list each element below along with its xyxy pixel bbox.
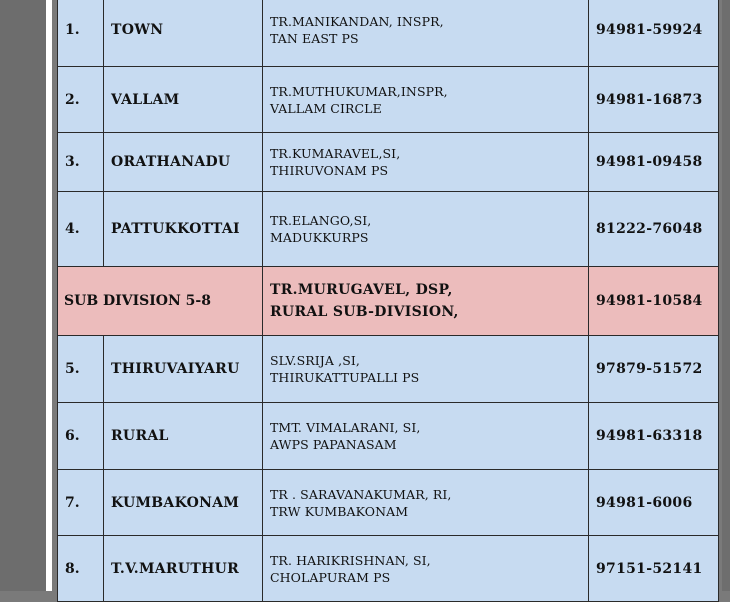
officer-station: TAN EAST PS (270, 31, 359, 46)
station-name: VALLAM (104, 67, 263, 133)
row-number: 1. (58, 0, 104, 67)
officer-cell (263, 336, 589, 403)
officer-name: TR . SARAVANAKUMAR, RI, (270, 486, 452, 502)
officer-name: TR.MANIKANDAN, INSPR, (270, 14, 444, 29)
row-number: 2. (58, 67, 104, 133)
officer-station: THIRUVONAM PS (270, 163, 389, 178)
phone-number: 94981-63318 (589, 403, 719, 470)
phone-number: 97879-51572 (589, 336, 719, 403)
officer-name: SLV.SRIJA ,SI, (270, 353, 360, 368)
table-row (58, 67, 719, 133)
officer-name: TR.MUTHUKUMAR,INSPR, (270, 83, 448, 99)
officer-station: MADUKKURPS (270, 230, 369, 245)
officer-cell (263, 192, 589, 267)
officer-cell (263, 133, 589, 192)
table-row (58, 403, 719, 470)
table-row (58, 536, 719, 602)
phone-number: 94981-6006 (589, 470, 719, 536)
station-name: T.V.MARUTHUR (104, 536, 263, 602)
station-name: THIRUVAIYARU (104, 336, 263, 403)
row-number: 5. (58, 336, 104, 403)
station-name: KUMBAKONAM (104, 470, 263, 536)
table-row (58, 336, 719, 403)
subdivision-row (58, 267, 719, 336)
officer-station: THIRUKATTUPALLI PS (270, 370, 420, 385)
officer-cell (263, 0, 589, 67)
officer-station: AWPS PAPANASAM (270, 437, 397, 452)
officer-cell (263, 67, 589, 133)
table-row (58, 470, 719, 536)
officer-name: TR. HARIKRISHNAN, SI, (270, 552, 431, 568)
officer-name: TR.KUMARAVEL,SI, (270, 146, 401, 161)
phone-number: 97151-52141 (589, 536, 719, 602)
station-name: ORATHANADU (104, 133, 263, 192)
officer-station: VALLAM CIRCLE (270, 100, 382, 116)
phone-number: 94981-59924 (589, 0, 719, 67)
row-number: 6. (58, 403, 104, 470)
phone-number: 94981-16873 (589, 67, 719, 133)
phone-number: 94981-09458 (589, 133, 719, 192)
row-number: 8. (58, 536, 104, 602)
phone-number: 81222-76048 (589, 192, 719, 267)
station-name: RURAL (104, 403, 263, 470)
subdivision-office: RURAL SUB-DIVISION, (270, 304, 459, 320)
officer-cell (263, 470, 589, 536)
station-name: PATTUKKOTTAI (104, 192, 263, 267)
left-page-margin (0, 0, 46, 591)
subdivision-officer-name: TR.MURUGAVEL, DSP, (270, 282, 453, 298)
subdivision-officer-cell (263, 267, 589, 336)
right-page-margin (722, 0, 730, 591)
subdivision-label: SUB DIVISION 5-8 (58, 267, 263, 336)
officer-station: TRW KUMBAKONAM (270, 503, 409, 519)
row-number: 3. (58, 133, 104, 192)
officer-roster-table (57, 0, 719, 602)
table-row (58, 0, 719, 67)
left-page-edge (46, 0, 52, 591)
officer-cell (263, 536, 589, 602)
officer-station: CHOLAPURAM PS (270, 569, 391, 585)
row-number: 7. (58, 470, 104, 536)
row-number: 4. (58, 192, 104, 267)
table-row (58, 133, 719, 192)
officer-name: TMT. VIMALARANI, SI, (270, 420, 421, 435)
station-name: TOWN (104, 0, 263, 67)
subdivision-phone: 94981-10584 (589, 267, 719, 336)
table-row (58, 192, 719, 267)
officer-cell (263, 403, 589, 470)
officer-name: TR.ELANGO,SI, (270, 213, 372, 228)
